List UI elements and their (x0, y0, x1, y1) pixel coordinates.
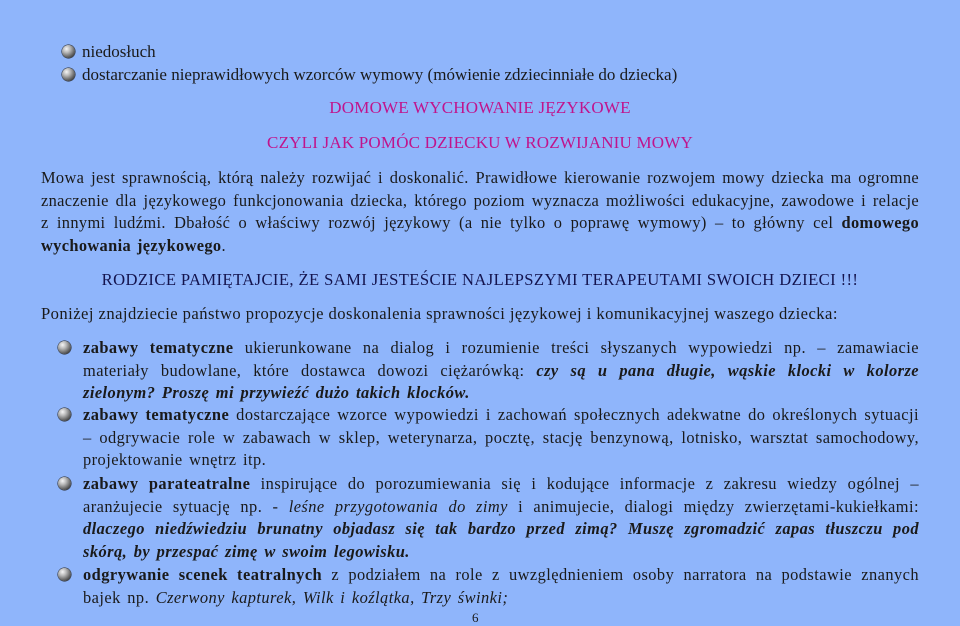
proposals-intro: Poniżej znajdziecie państwo propozycje doskonalenia sprawności językowej i komunikacyjnej waszego dziecka: (41, 304, 838, 323)
sphere-bullet-icon (58, 477, 71, 490)
parents-reminder: RODZICE PAMIĘTAJCIE, ŻE SAMI JESTEŚCIE NAJLEPSZYMI TERAPEUTAMI SWOICH DZIECI !!! (101, 270, 859, 289)
sphere-bullet-icon (62, 68, 75, 81)
page-number: 6 (472, 610, 479, 625)
intro-paragraph: Mowa jest sprawnością, którą należy rozwijać i doskonalić. Prawidłowe kierowanie rozwojem mowy dziecka ma ogromne znaczenie dla językowego funkcjonowania dziecka, którego poziom wyznacza możliwości edukacyjne, zawodowe i relacje z innymi ludźmi. Dbałość o właściwy rozwój językowy (a nie tylko o poprawę wymowy) – to główny cel domowego wychowania językowego. (41, 168, 919, 255)
heading-line-2: CZYLI JAK POMÓC DZIECKU W ROZWIJANIU MOWY (267, 133, 693, 152)
sphere-bullet-icon (58, 341, 71, 354)
bold-phrase: domowego wychowania językowego (41, 213, 919, 255)
sphere-bullet-icon (58, 408, 71, 421)
heading-line-1: DOMOWE WYCHOWANIE JĘZYKOWE (329, 98, 631, 117)
sphere-bullet-icon (62, 45, 75, 58)
list-item: zabawy tematyczne ukierunkowane na dialog i rozumienie treści słyszanych wypowiedzi np. – zamawiacie materiały budowlane, które dostawca dowozi ciężarówką: czy są u pana długie, wąskie klocki w kolorze zielonym? Proszę mi przywieźć dużo takich klocków. (58, 337, 919, 405)
list-item: zabawy tematyczne dostarczające wzorce wypowiedzi i zachowań społecznych adekwatne do określonych sytuacji – odgrywacie role w zabawach w sklep, weterynarza, pocztę, stację benzynową, lotnisko, warsztat samochodowy, projektowanie wnętrz itp. (58, 404, 919, 472)
sphere-bullet-icon (58, 568, 71, 581)
list-item: odgrywanie scenek teatralnych z podziałem na role z uwzględnieniem osoby narratora na podstawie znanych bajek np. Czerwony kapturek, Wilk i koźlątka, Trzy świnki; (58, 564, 919, 609)
list-item: zabawy parateatralne inspirujące do porozumiewania się i kodujące informacje z zakresu wiedzy ogólnej – aranżujecie sytuację np. - leśne przygotowania do zimy i animujecie, dialogi między zwierzętami-kukiełkami: dlaczego niedźwiedziu brunatny objadasz się tak bardzo przed zimą? Muszę zgromadzić zapas tłuszczu pod skórą, by przespać zimę w swoim legowisku. (58, 473, 919, 563)
document-page: niedosłuch dostarczanie nieprawidłowych wzorców wymowy (mówienie zdziecinniałe do dziecka) DOMOWE WYCHOWANIE JĘZYKOWE CZYLI JAK POMÓC DZIECKU W ROZWIJANIU MOWY Mowa jest sprawnością, którą należy rozwijać i doskonalić. Prawidłowe kierowanie rozwojem mowy dziecka ma ogromne znaczenie dla językowego funkcjonowania dziecka, którego poziom wyznacza możliwości edukacyjne, zawodowe i relacje z innymi ludźmi. Dbałość o właściwy rozwój językowy (a nie tylko o poprawę wymowy) – to główny cel domowego wychowania językowego. RODZICE PAMIĘTAJCIE, ŻE SAMI JESTEŚCIE NAJLEPSZYMI TERAPEUTAMI SWOICH DZIECI !!! Poniżej znajdziecie państwo propozycje doskonalenia sprawności językowej i komunikacyjnej waszego dziecka: zabawy tematyczne ukierunkowane na dialog i rozumienie treści słyszanych wypowiedzi np. – zamawiacie materiały budowlane, które dostawca dowozi ciężarówką: czy są u pana długie, wąskie klocki w kolorze zielonym? Proszę mi przywieźć dużo takich klocków. zabawy tematyczne dostarczające wzorce wypowiedzi i zachowań społecznych adekwatne do określonych sytuacji – odgrywacie role w zabawach w sklep, weterynarza, pocztę, stację benzynową, lotnisko, warsztat samochodowy, projektowanie wnętrz itp. zabawy parateatralne inspirujące do porozumiewania się i kodujące informacje z zakresu wiedzy ogólnej – aranżujecie sytuację np. - leśne przygotowania do zimy i animujecie, dialogi między zwierzętami-kukiełkami: dlaczego niedźwiedziu brunatny objadasz się tak bardzo przed zimą? Muszę zgromadzić zapas tłuszczu pod skórą, by przespać zimę w swoim legowisku. odgrywanie scenek teatralnych z podziałem na role z uwzględnieniem osoby narratora na podstawie znanych bajek np. Czerwony kapturek, Wilk i koźlątka, Trzy świnki; 6 (0, 0, 960, 622)
